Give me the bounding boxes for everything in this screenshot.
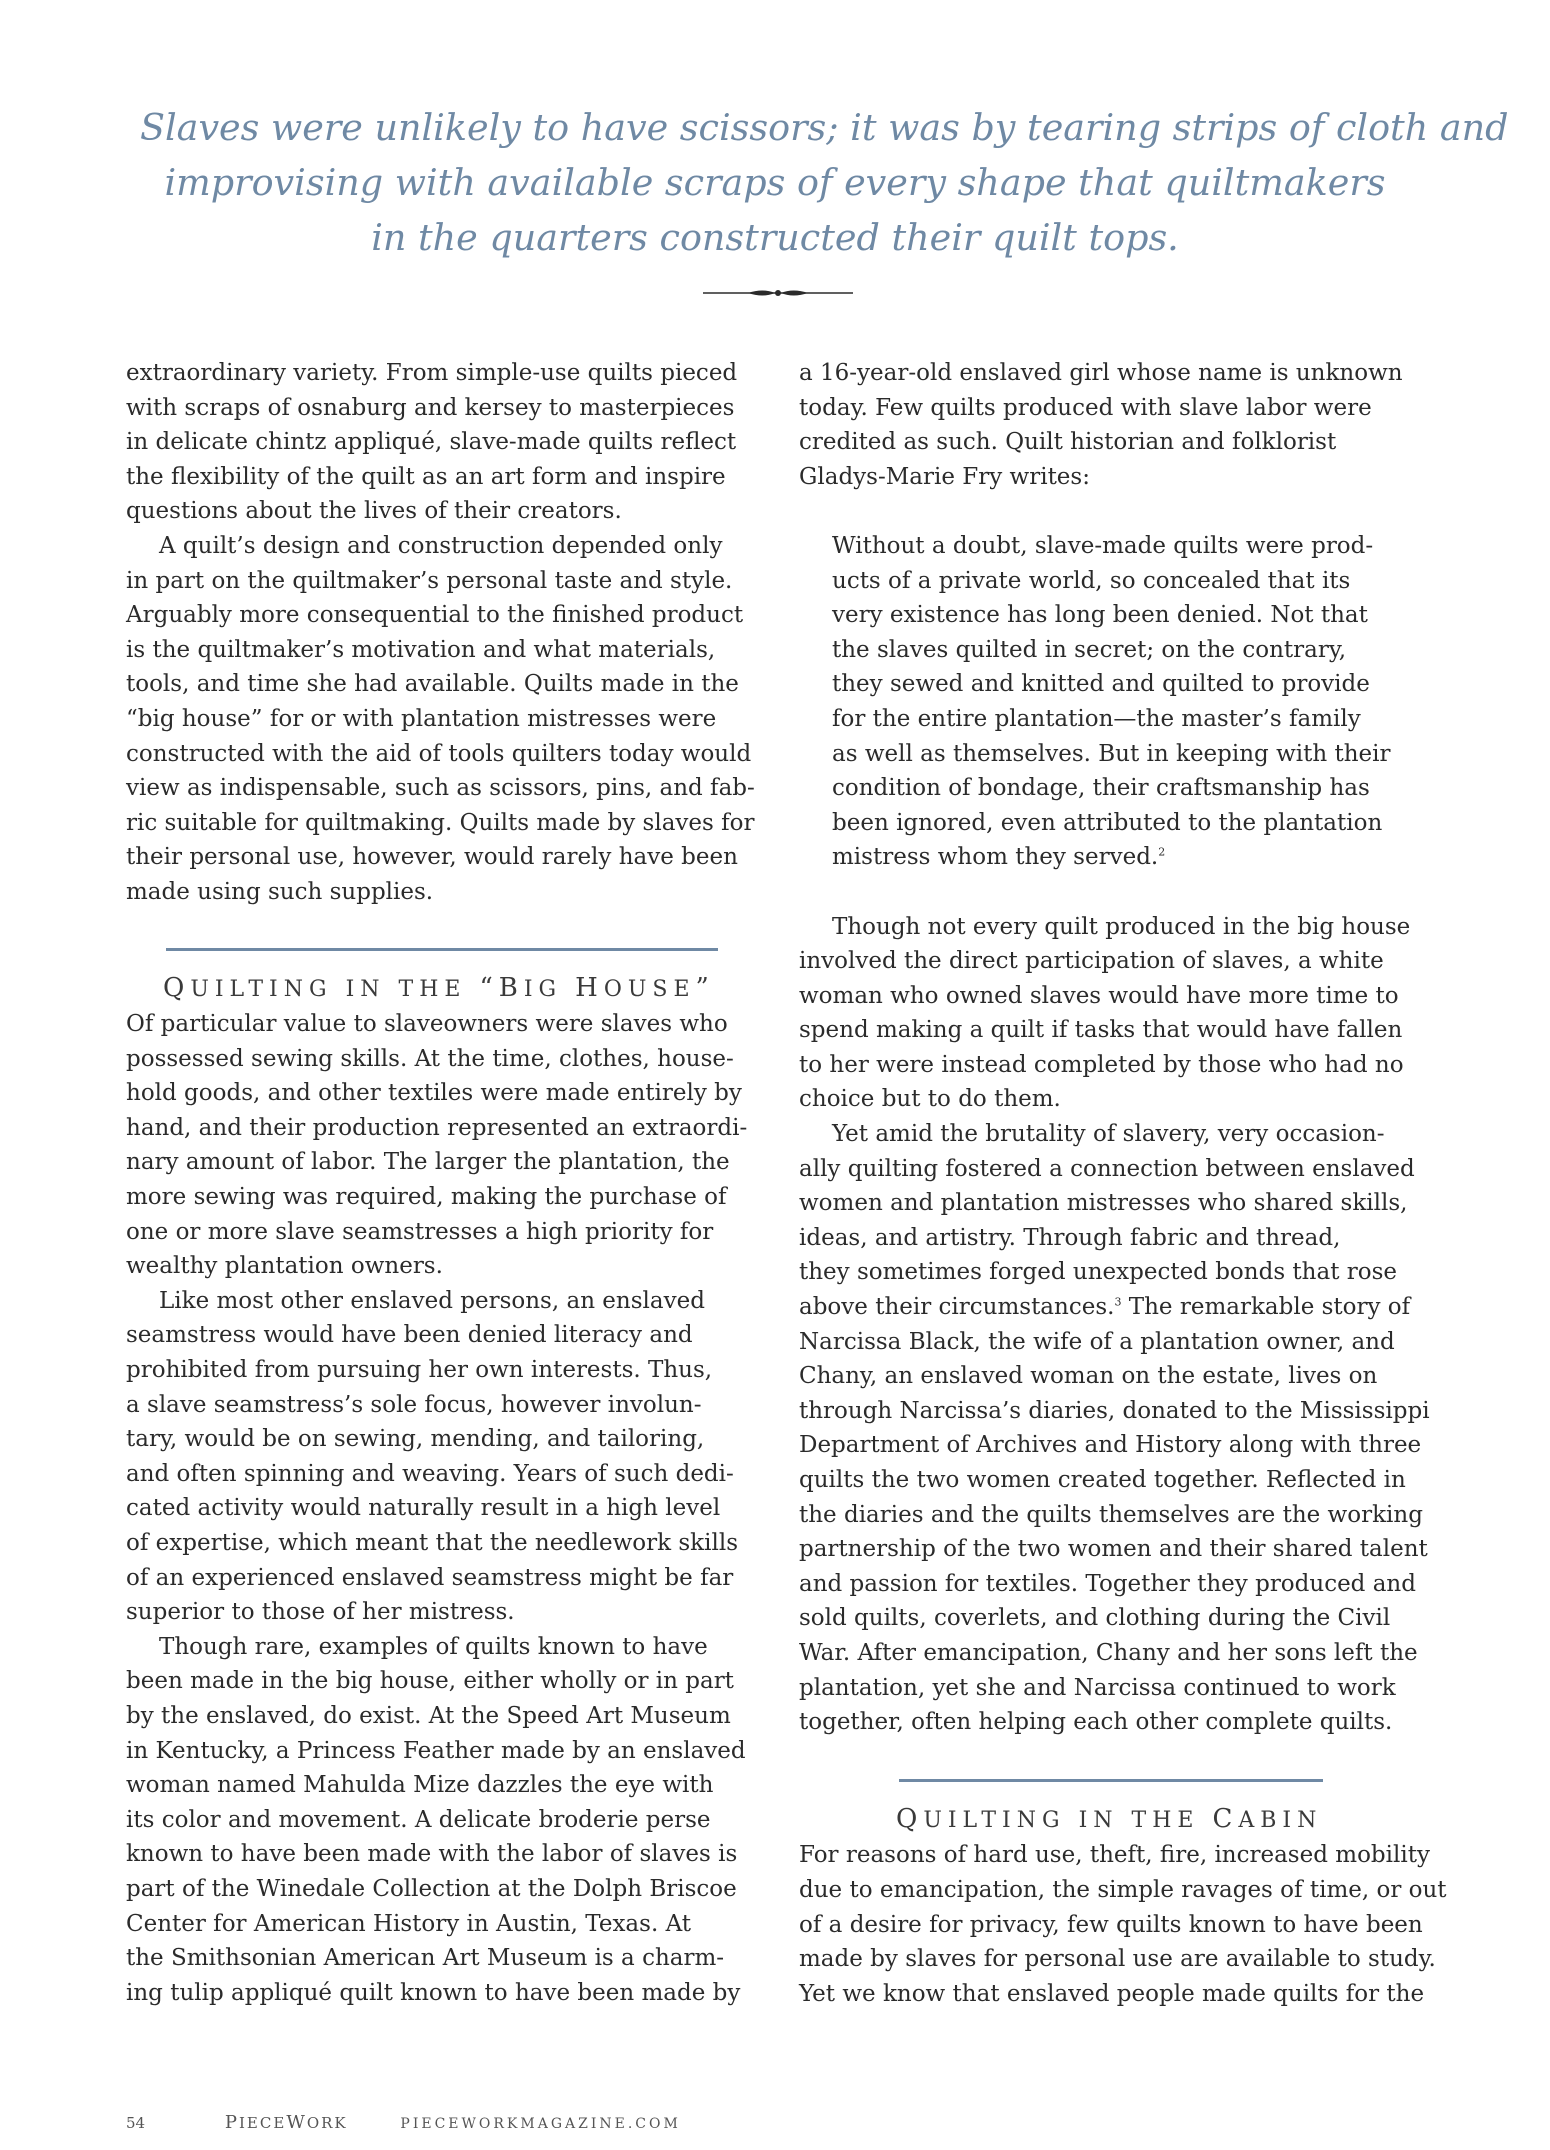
text-line: possessed sewing skills. At the time, clothes, house-: [126, 1045, 734, 1072]
section-heading: QUILTING IN THE CABIN: [896, 1803, 1323, 1834]
magazine-name: PIECEWORK: [224, 2112, 348, 2133]
text-line: ucts of a private world, so concealed that its: [832, 567, 1351, 594]
text-line: with scraps of osnaburg and kersey to masterpieces: [126, 394, 735, 421]
paragraph: [126, 1630, 766, 2011]
text-line: sold quilts, coverlets, and clothing during the Civil: [799, 1605, 1391, 1632]
text-line: to her were instead completed by those who had no: [799, 1051, 1404, 1078]
text-line: of an experienced enslaved seamstress might be far: [126, 1564, 734, 1591]
paragraph: [126, 529, 766, 910]
left-column: [126, 356, 766, 2010]
text-line: by the enslaved, do exist. At the Speed Art Museum: [126, 1702, 731, 1729]
paragraph: [799, 1838, 1447, 2011]
text-line: view as indispensable, such as scissors, pins, and fab-: [126, 775, 755, 802]
paragraph: [126, 1007, 766, 1284]
text-line: together, often helping each other complete quilts.: [799, 1709, 1393, 1736]
text-line: “big house” for or with plantation mistresses were: [126, 705, 717, 732]
text-line: the diaries and the quilts themselves are the working: [799, 1501, 1423, 1528]
section-heading: QUILTING IN THE “BIG HOUSE”: [163, 972, 715, 1003]
text-line: for the entire plantation—the master’s family: [832, 705, 1361, 732]
text-line: as well as themselves. But in keeping with their: [832, 740, 1391, 767]
text-line: Of particular value to slaveowners were slaves who: [126, 1011, 728, 1038]
text-line: in part on the quiltmaker’s personal taste and style.: [126, 567, 733, 594]
text-line: ideas, and artistry. Through fabric and thread,: [799, 1224, 1341, 1251]
text-line: the slaves quilted in secret; on the contrary,: [832, 636, 1347, 663]
text-line: one or more slave seamstresses a high priority for: [126, 1218, 714, 1245]
text-line: constructed with the aid of tools quilters today would: [126, 740, 752, 767]
paragraph: [126, 1284, 766, 1630]
page-footer: [126, 2112, 681, 2133]
text-line: nary amount of labor. The larger the plantation, the: [126, 1149, 730, 1176]
text-line: Without a doubt, slave-made quilts were prod-: [832, 532, 1374, 559]
magazine-url: PIECEWORKMAGAZINE.COM: [400, 2116, 681, 2132]
text-line: they sometimes forged unexpected bonds that rose: [799, 1259, 1398, 1286]
text-line: woman who owned slaves would have more time to: [799, 982, 1399, 1009]
text-line: made by slaves for personal use are available to study.: [799, 1946, 1436, 1973]
text-line: Though rare, examples of quilts known to have: [159, 1633, 708, 1660]
text-line: ally quilting fostered a connection between enslaved: [799, 1155, 1415, 1182]
text-line: Chany, an enslaved woman on the estate, lives on: [799, 1363, 1378, 1390]
text-line: a slave seamstress’s sole focus, however involun-: [126, 1391, 702, 1418]
text-line: partnership of the two women and their shared talent: [799, 1536, 1428, 1563]
text-line: involved the direct participation of slaves, a white: [799, 948, 1384, 975]
text-line: today. Few quilts produced with slave labor were: [799, 394, 1372, 421]
text-line: Yet we know that enslaved people made quilts for the: [799, 1980, 1425, 2007]
text-line: is the quiltmaker’s motivation and what materials,: [126, 636, 716, 663]
text-line: been made in the big house, either wholly or in part: [126, 1668, 734, 1695]
text-line: very existence has long been denied. Not that: [832, 602, 1368, 629]
text-line: A quilt’s design and construction depended only: [159, 532, 723, 559]
text-line: of a desire for privacy, few quilts known to have been: [799, 1911, 1423, 1938]
text-line: made using such supplies.: [126, 878, 434, 905]
text-line: in Kentucky, a Princess Feather made by an enslaved: [126, 1737, 746, 1764]
text-line: they sewed and knitted and quilted to provide: [832, 671, 1370, 698]
text-line: and passion for textiles. Together they produced and: [799, 1570, 1416, 1597]
pull-quote-line: in the quarters constructed their quilt tops.: [371, 216, 1179, 259]
text-line: choice but to do them.: [799, 1086, 1061, 1113]
divider-ornament-icon: [703, 286, 853, 300]
text-line: mistress whom they served.$^2$: [832, 844, 1166, 871]
text-line: Though not every quilt produced in the big house: [832, 913, 1411, 940]
text-line: cated activity would naturally result in a high level: [126, 1495, 721, 1522]
text-line: hand, and their production represented an extraordi-: [126, 1114, 748, 1141]
text-line: above their circumstances.$^3$ The remarkable story of: [799, 1294, 1411, 1321]
pull-quote-line: improvising with available scraps of every shape that quiltmakers: [164, 161, 1386, 204]
paragraph: [799, 356, 1439, 494]
text-line: more sewing was required, making the purchase of: [126, 1184, 727, 1211]
footnote-marker: 2: [1158, 845, 1166, 859]
text-line: tary, would be on sewing, mending, and tailoring,: [126, 1426, 705, 1453]
text-line: Arguably more consequential to the finished product: [126, 602, 744, 629]
text-line: through Narcissa’s diaries, donated to the Mississippi: [799, 1397, 1430, 1424]
text-line: condition of bondage, their craftsmanship has: [832, 775, 1370, 802]
text-line: woman named Mahulda Mize dazzles the eye with: [126, 1772, 714, 1799]
text-line: in delicate chintz appliqué, slave-made quilts reflect: [126, 429, 737, 456]
text-line: ing tulip appliqué quilt known to have been made by: [126, 1979, 741, 2006]
text-line: and often spinning and weaving. Years of such dedi-: [126, 1460, 734, 1487]
text-line: superior to those of her mistress.: [126, 1599, 515, 1626]
text-line: been ignored, even attributed to the plantation: [832, 809, 1383, 836]
text-line: due to emancipation, the simple ravages of time, or out: [799, 1876, 1447, 1903]
text-line: quilts the two women created together. Reflected in: [799, 1467, 1406, 1493]
text-line: Yet amid the brutality of slavery, very occasion-: [832, 1121, 1385, 1148]
block-quote: [799, 529, 1439, 875]
text-line: Narcissa Black, the wife of a plantation owner, and: [799, 1328, 1395, 1355]
text-line: ric suitable for quiltmaking. Quilts made by slaves for: [126, 809, 755, 836]
text-line: For reasons of hard use, theft, fire, increased mobility: [799, 1842, 1430, 1869]
text-line: Center for American History in Austin, Texas. At: [126, 1910, 692, 1937]
text-line: seamstress would have been denied literacy and: [126, 1322, 693, 1349]
text-line: the Smithsonian American Art Museum is a charm-: [126, 1945, 725, 1972]
footnote-marker: 3: [1114, 1295, 1122, 1309]
text-line: questions about the lives of their creators.: [126, 498, 622, 525]
text-line: spend making a quilt if tasks that would have fallen: [799, 1017, 1403, 1044]
text-line: known to have been made with the labor of slaves is: [126, 1841, 738, 1868]
text-line: credited as such. Quilt historian and folklorist: [799, 429, 1337, 456]
text-line: extraordinary variety. From simple-use quilts pieced: [126, 360, 738, 386]
paragraph: [799, 1117, 1439, 1740]
text-line: a 16-year-old enslaved girl whose name is unknown: [799, 360, 1403, 386]
right-column: [799, 356, 1447, 2011]
text-line: hold goods, and other textiles were made entirely by: [126, 1080, 742, 1107]
pull-quote-line: Slaves were unlikely to have scissors; it was by tearing strips of cloth and: [140, 106, 1509, 149]
text-line: its color and movement. A delicate broderie perse: [126, 1806, 711, 1833]
text-line: Department of Archives and History along with three: [799, 1432, 1422, 1459]
text-line: women and plantation mistresses who shared skills,: [799, 1190, 1408, 1217]
paragraph: [799, 910, 1439, 1118]
pull-quote: [140, 100, 1509, 265]
text-line: Gladys-Marie Fry writes:: [799, 463, 1090, 490]
text-line: wealthy plantation owners.: [126, 1253, 443, 1280]
text-line: prohibited from pursuing her own interests. Thus,: [126, 1357, 713, 1384]
text-line: plantation, yet she and Narcissa continued to work: [799, 1674, 1396, 1701]
text-line: War. After emancipation, Chany and her sons left the: [799, 1639, 1418, 1666]
text-line: Like most other enslaved persons, an enslaved: [159, 1287, 705, 1314]
text-line: of expertise, which meant that the needlework skills: [126, 1530, 738, 1556]
text-line: part of the Winedale Collection at the Dolph Briscoe: [126, 1875, 737, 1902]
page-number: 54: [126, 2114, 146, 2132]
text-line: tools, and time she had available. Quilts made in the: [126, 671, 739, 698]
text-line: their personal use, however, would rarely have been: [126, 844, 738, 871]
text-line: the flexibility of the quilt as an art form and inspire: [126, 463, 726, 490]
paragraph: [126, 356, 766, 529]
